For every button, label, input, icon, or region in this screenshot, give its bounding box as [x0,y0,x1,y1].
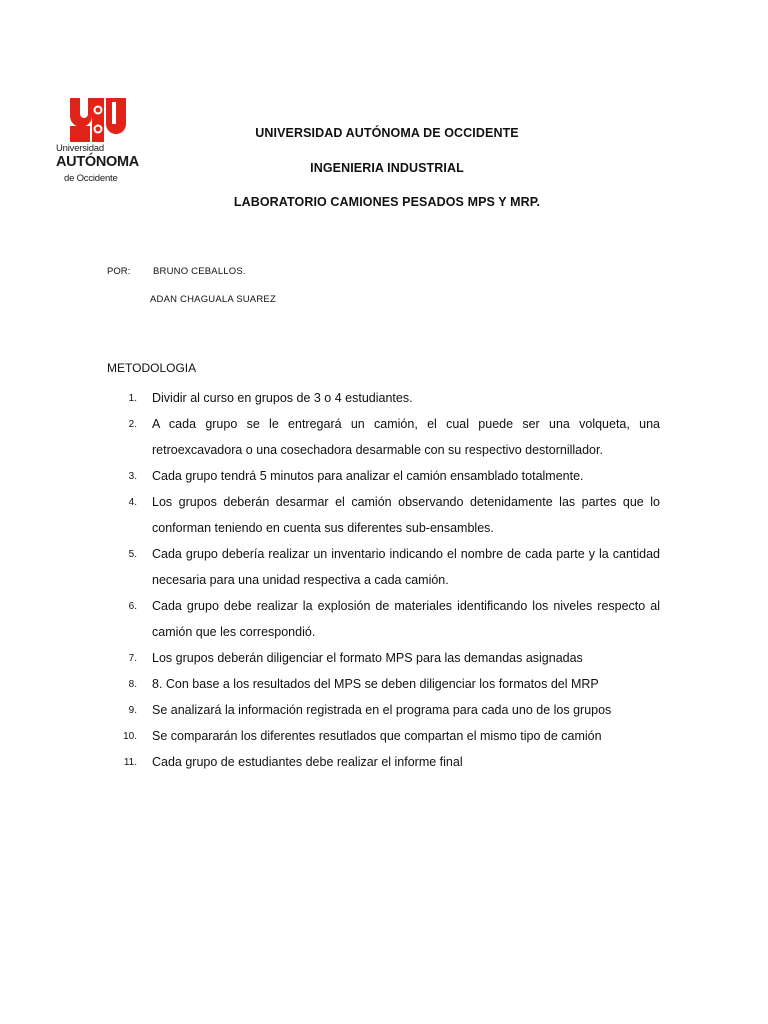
step-number: 1. [128,393,137,404]
step-text: Se compararán los diferentes resutlados que compartan el mismo tipo de camión [152,729,602,743]
list-item [107,749,660,775]
step-number: 3. [128,471,137,482]
step-number: 10. [123,731,137,742]
list-item [107,463,660,489]
author-name: ADAN CHAGUALA SUAREZ [150,294,276,305]
step-number: 9. [128,705,137,716]
step-number: 8. [128,679,137,690]
logo-word-universidad: Universidad [56,143,104,154]
university-logo [48,88,148,192]
step-text: 8. Con base a los resultados del MPS se deben diligenciar los formatos del MRP [152,677,599,691]
authors-label: POR: [107,266,131,277]
step-text: Dividir al curso en grupos de 3 o 4 estudiantes. [152,391,413,405]
step-number: 6. [128,601,137,612]
step-number: 2. [128,419,137,430]
list-item [107,697,660,723]
list-item [107,645,660,671]
step-number: 5. [128,549,137,560]
logo-word-occidente: de Occidente [64,173,118,184]
list-item [107,411,660,463]
step-number: 11. [123,757,137,768]
step-text: Se analizará la información registrada en el programa para cada uno de los grupos [152,703,612,717]
step-text: Los grupos deberán desarmar el camión observando detenidamente las partes que lo conforman teniendo en cuenta sus diferentes sub-ensambles. [152,495,660,535]
program-title: INGENIERIA INDUSTRIAL [310,161,464,175]
step-number: 7. [128,653,137,664]
step-text: Cada grupo tendrá 5 minutos para analizar el camión ensamblado totalmente. [152,469,584,483]
step-text: Cada grupo debe realizar la explosión de materiales identificando los niveles respecto al camión que les correspondió. [152,599,660,639]
step-text: A cada grupo se le entregará un camión, el cual puede ser una volqueta, una retroexcavadora o una cosechadora desarmable con su respectivo destornillador. [152,417,660,457]
step-text: Cada grupo debería realizar un inventario indicando el nombre de cada parte y la cantidad necesaria para una unidad respectiva a cada camión. [152,547,660,587]
step-text: Los grupos deberán diligenciar el formato MPS para las demandas asignadas [152,651,583,665]
list-item [107,671,660,697]
list-item [107,593,660,645]
step-text: Cada grupo de estudiantes debe realizar el informe final [152,755,463,769]
list-item [107,489,660,541]
list-item [107,723,660,749]
list-item [107,541,660,593]
list-item [107,385,660,411]
methodology-title: METODOLOGIA [107,361,197,375]
university-title: UNIVERSIDAD AUTÓNOMA DE OCCIDENTE [255,126,519,140]
author-name: BRUNO CEBALLOS. [153,266,246,277]
logo-word-autonoma: AUTÓNOMA [56,154,139,170]
step-number: 4. [128,497,137,508]
methodology-steps-list [107,385,660,775]
lab-title: LABORATORIO CAMIONES PESADOS MPS Y MRP. [233,195,541,209]
